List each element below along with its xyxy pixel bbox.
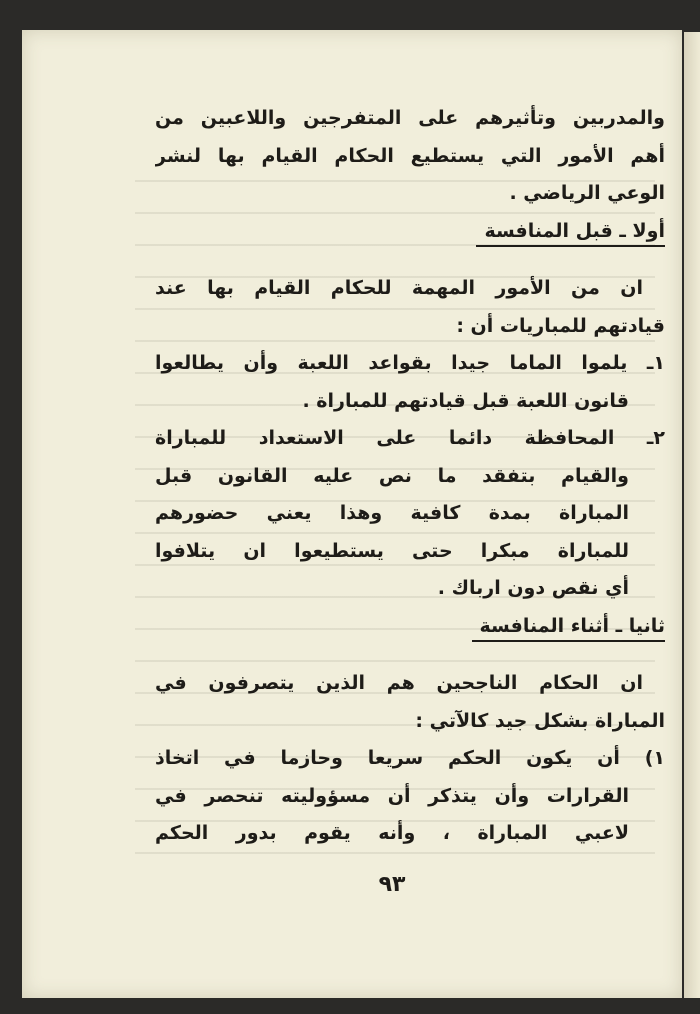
section-heading-during-text: ثانيا ـ أثناء المنافسة	[472, 612, 665, 642]
page-body	[155, 100, 665, 853]
text-line: المباراة بمدة كافية وهذا يعني حضورهم	[155, 502, 629, 524]
text-line: القرارات وأن يتذكر أن مسؤوليته تنحصر في	[155, 784, 629, 807]
text-line: للمباراة مبكرا حتى يستطيعوا ان يتلافوا	[155, 539, 629, 562]
text-line: أهم الأمور التي يستطيع الحكام القيام بها لنشر	[155, 144, 665, 167]
list-item-1: ١ـ يلموا الماما جيدا بقواعد اللعبة وأن يطالعوا	[155, 352, 665, 374]
text-line: ان الحكام الناجحين هم الذين يتصرفون في	[155, 672, 643, 694]
text-line: لاعبي المباراة ، وأنه يقوم بدور الحكم	[155, 822, 629, 844]
section-heading-during	[155, 608, 665, 646]
text-line: قانون اللعبة قبل قيادتهم للمباراة .	[302, 389, 629, 412]
text-line: والقيام بتفقد ما نص عليه القانون قبل	[155, 464, 629, 487]
text-line: أي نقص دون ارباك .	[437, 577, 629, 599]
list-item-2: ٢ـ المحافظة دائما على الاستعداد للمباراة	[155, 427, 665, 449]
text-line: ان من الأمور المهمة للحكام القيام بها عند	[155, 277, 643, 299]
section-heading-before	[155, 213, 665, 251]
text-line: المباراة بشكل جيد كالآتي :	[415, 709, 665, 732]
next-page-edge	[684, 32, 700, 998]
text-line: قيادتهم للمباريات أن :	[456, 314, 665, 337]
section-heading-before-text: أولا ـ قبل المنافسة	[476, 217, 665, 247]
list-item-3: ١) أن يكون الحكم سريعا وحازما في اتخاذ	[155, 747, 665, 769]
text-line: والمدربين وتأثيرهم على المتفرجين واللاعبين من	[155, 107, 665, 129]
page-number: ٩٣	[378, 872, 406, 897]
text-line: الوعي الرياضي .	[509, 182, 665, 204]
